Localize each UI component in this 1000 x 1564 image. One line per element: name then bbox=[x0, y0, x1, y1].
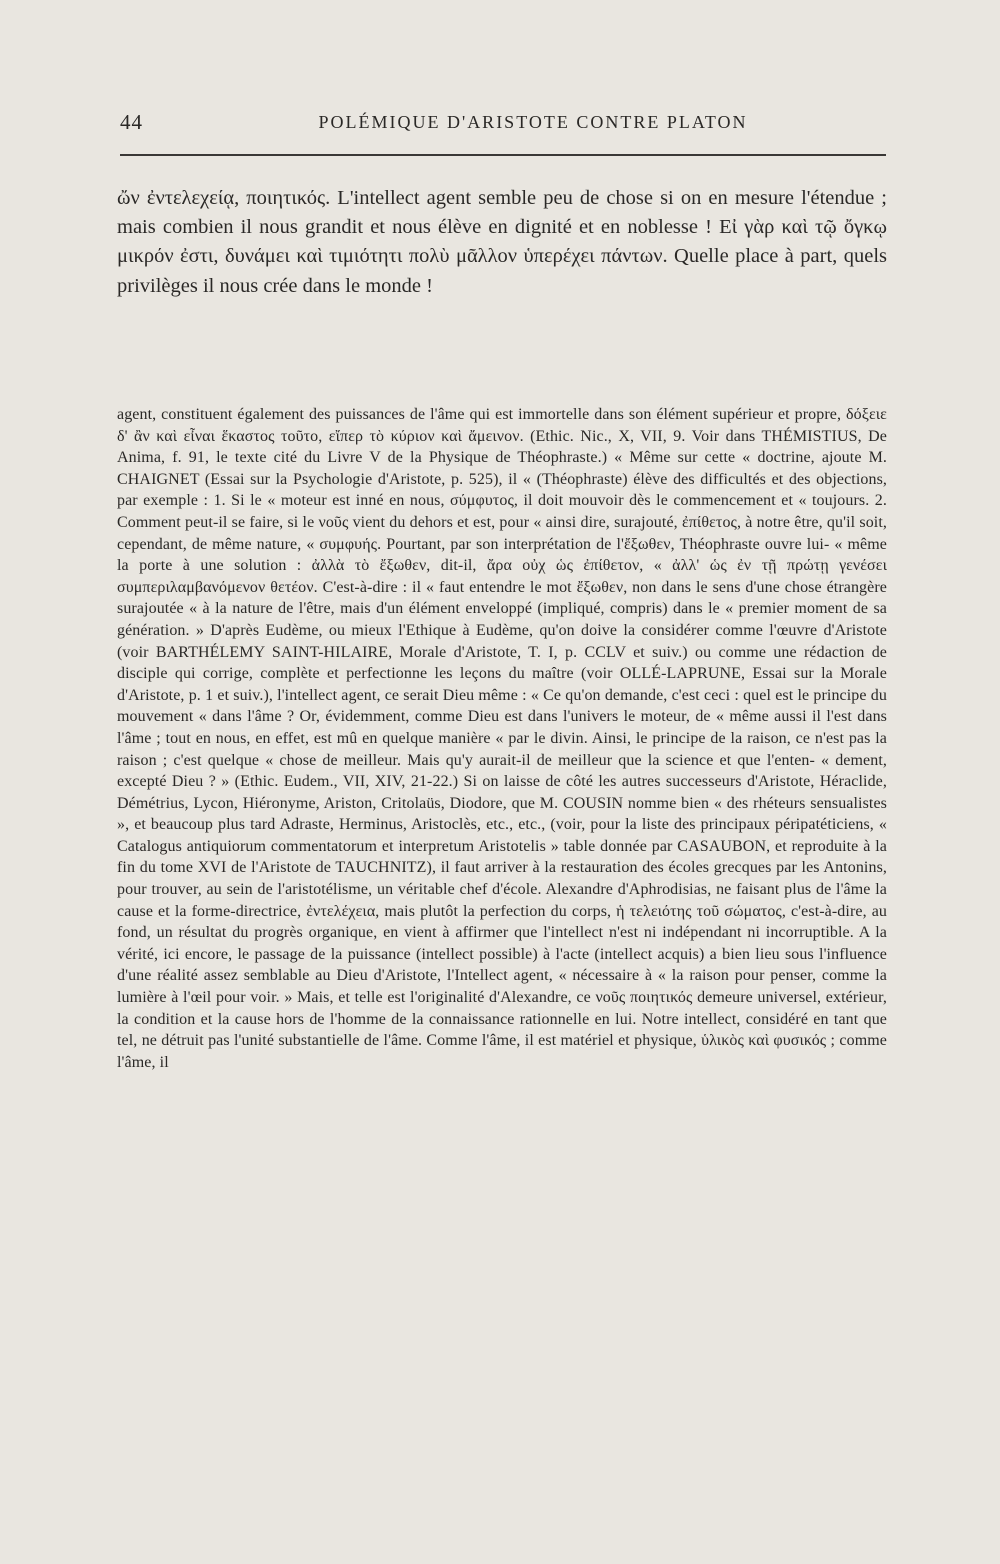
header-rule bbox=[120, 154, 886, 156]
running-title: POLÉMIQUE D'ARISTOTE CONTRE PLATON bbox=[318, 112, 748, 132]
page-header bbox=[120, 110, 886, 140]
page-number: 44 bbox=[120, 110, 143, 134]
body-paragraph: ὤν ἐντελεχείᾳ, ποιητικός. L'intellect agent semble peu de chose si on en mesure l'étendue ; mais combien il nous grandit et nous élève en dignité et en noblesse ! Εἰ γὰρ καὶ τῷ ὄγκῳ μικρόν ἐστι, δυνάμει καὶ τιμιότητι πολὺ μᾶλλον ὑπερέχει πάντων. Quelle place à part, quels privilèges il nous crée dans le monde ! bbox=[117, 187, 887, 297]
footnote-text: agent, constituent également des puissances de l'âme qui est immortelle dans son élément supérieur et propre, δόξειε δ' ἂν καὶ εἶναι ἕκαστος τοῦτο, εἴπερ τὸ κύριον καὶ ἄμεινον. (Ethic. Nic., X, VII, 9. Voir dans THÉMISTIUS, De Anima, f. 91, le texte cité du Livre V de la Physique de Théophraste.) « Même sur cette « doctrine, ajoute M. CHAIGNET (Essai sur la Psychologie d'Aristote, p. 525), il « (Théophraste) élève des difficultés et des objections, par exemple : 1. Si le « moteur est inné en nous, σύμφυτος, il doit mouvoir dès le commencement et « toujours. 2. Comment peut-il se faire, si le νοῦς vient du dehors et est, pour « ainsi dire, surajouté, ἐπίθετος, à notre être, qu'il soit, cependant, de même nature, « συμφυής. Pourtant, par son interprétation de l'ἔξωθεν, Théophraste ouvre lui- « même la porte à une solution : ἀλλὰ τὸ ἔξωθεν, dit-il, ἄρα οὐχ ὡς ἐπίθετον, « ἀλλ' ὡς ἐν τῇ πρώτῃ γενέσει συμπεριλαμβανόμενον θετέον. C'est-à-dire : il « faut entendre le mot ἔξωθεν, non dans le sens d'une chose étrangère surajoutée « à la nature de l'être, mais d'un élément enveloppé (impliqué, compris) dans le « premier moment de sa génération. » D'après Eudème, ou mieux l'Ethique à Eudème, qu'on doive la considérer comme l'œuvre d'Aristote (voir BARTHÉLEMY SAINT-HILAIRE, Morale d'Aristote, T. I, p. CCLV et suiv.) ou comme une rédaction de disciple qui corrige, complète et perfectionne les leçons du maître (voir OLLÉ-LAPRUNE, Essai sur la Morale d'Aristote, p. 1 et suiv.), l'intellect agent, ce serait Dieu même : « Ce qu'on demande, c'est ceci : quel est le principe du mouvement « dans l'âme ? Or, évidemment, comme Dieu est dans l'univers le moteur, de « même aussi il l'est dans l'âme ; tout en nous, en effet, est mû en quelque manière « par le divin. Ainsi, le principe de la raison, ce n'est pas la raison ; c'est quelque « chose de meilleur. Mais qu'y aurait-il de meilleur que la science et que l'enten- « dement, excepté Dieu ? » (Ethic. Eudem., VII, XIV, 21-22.) Si on laisse de côté les autres successeurs d'Aristote, Héraclide, Démétrius, Lycon, Hiéronyme, Ariston, Critolaüs, Diodore, que M. COUSIN nomme bien « des rhéteurs sensualistes », et beaucoup plus tard Adraste, Herminus, Aristoclès, etc., etc., (voir, pour la liste des principaux péripatéticiens, « Catalogus antiquiorum commentatorum et interpretum Aristotelis » table donnée par CASAUBON, et reproduite à la fin du tome XVI de l'Aristote de TAUCHNITZ), il faut arriver à la restauration des écoles grecques par les Antonins, pour trouver, au sein de l'aristotélisme, un véritable chef d'école. Alexandre d'Aphrodisias, ne faisant plus de l'âme la cause et la forme-directrice, ἐντελέχεια, mais plutôt la perfection du corps, ἡ τελειότης τοῦ σώματος, c'est-à-dire, au fond, un résultat du progrès organique, en vient à affirmer que l'intellect n'est ni indépendant ni incorruptible. A la vérité, ici encore, le passage de la puissance (intellect possible) à l'acte (intellect acquis) a bien lieu sous l'influence d'une réalité assez semblable au Dieu d'Aristote, l'Intellect agent, « nécessaire à « la raison pour penser, comme la lumière à l'œil pour voir. » Mais, et telle est l'originalité d'Alexandre, ce νοῦς ποιητικός demeure universel, extérieur, la condition et la cause hors de l'homme de la connaissance rationnelle en lui. Notre intellect, considéré en tant que tel, ne détruit pas l'unité substantielle de l'âme. Comme l'âme, il est matériel et physique, ὑλικὸς καὶ φυσικός ; comme l'âme, il bbox=[117, 406, 887, 1071]
